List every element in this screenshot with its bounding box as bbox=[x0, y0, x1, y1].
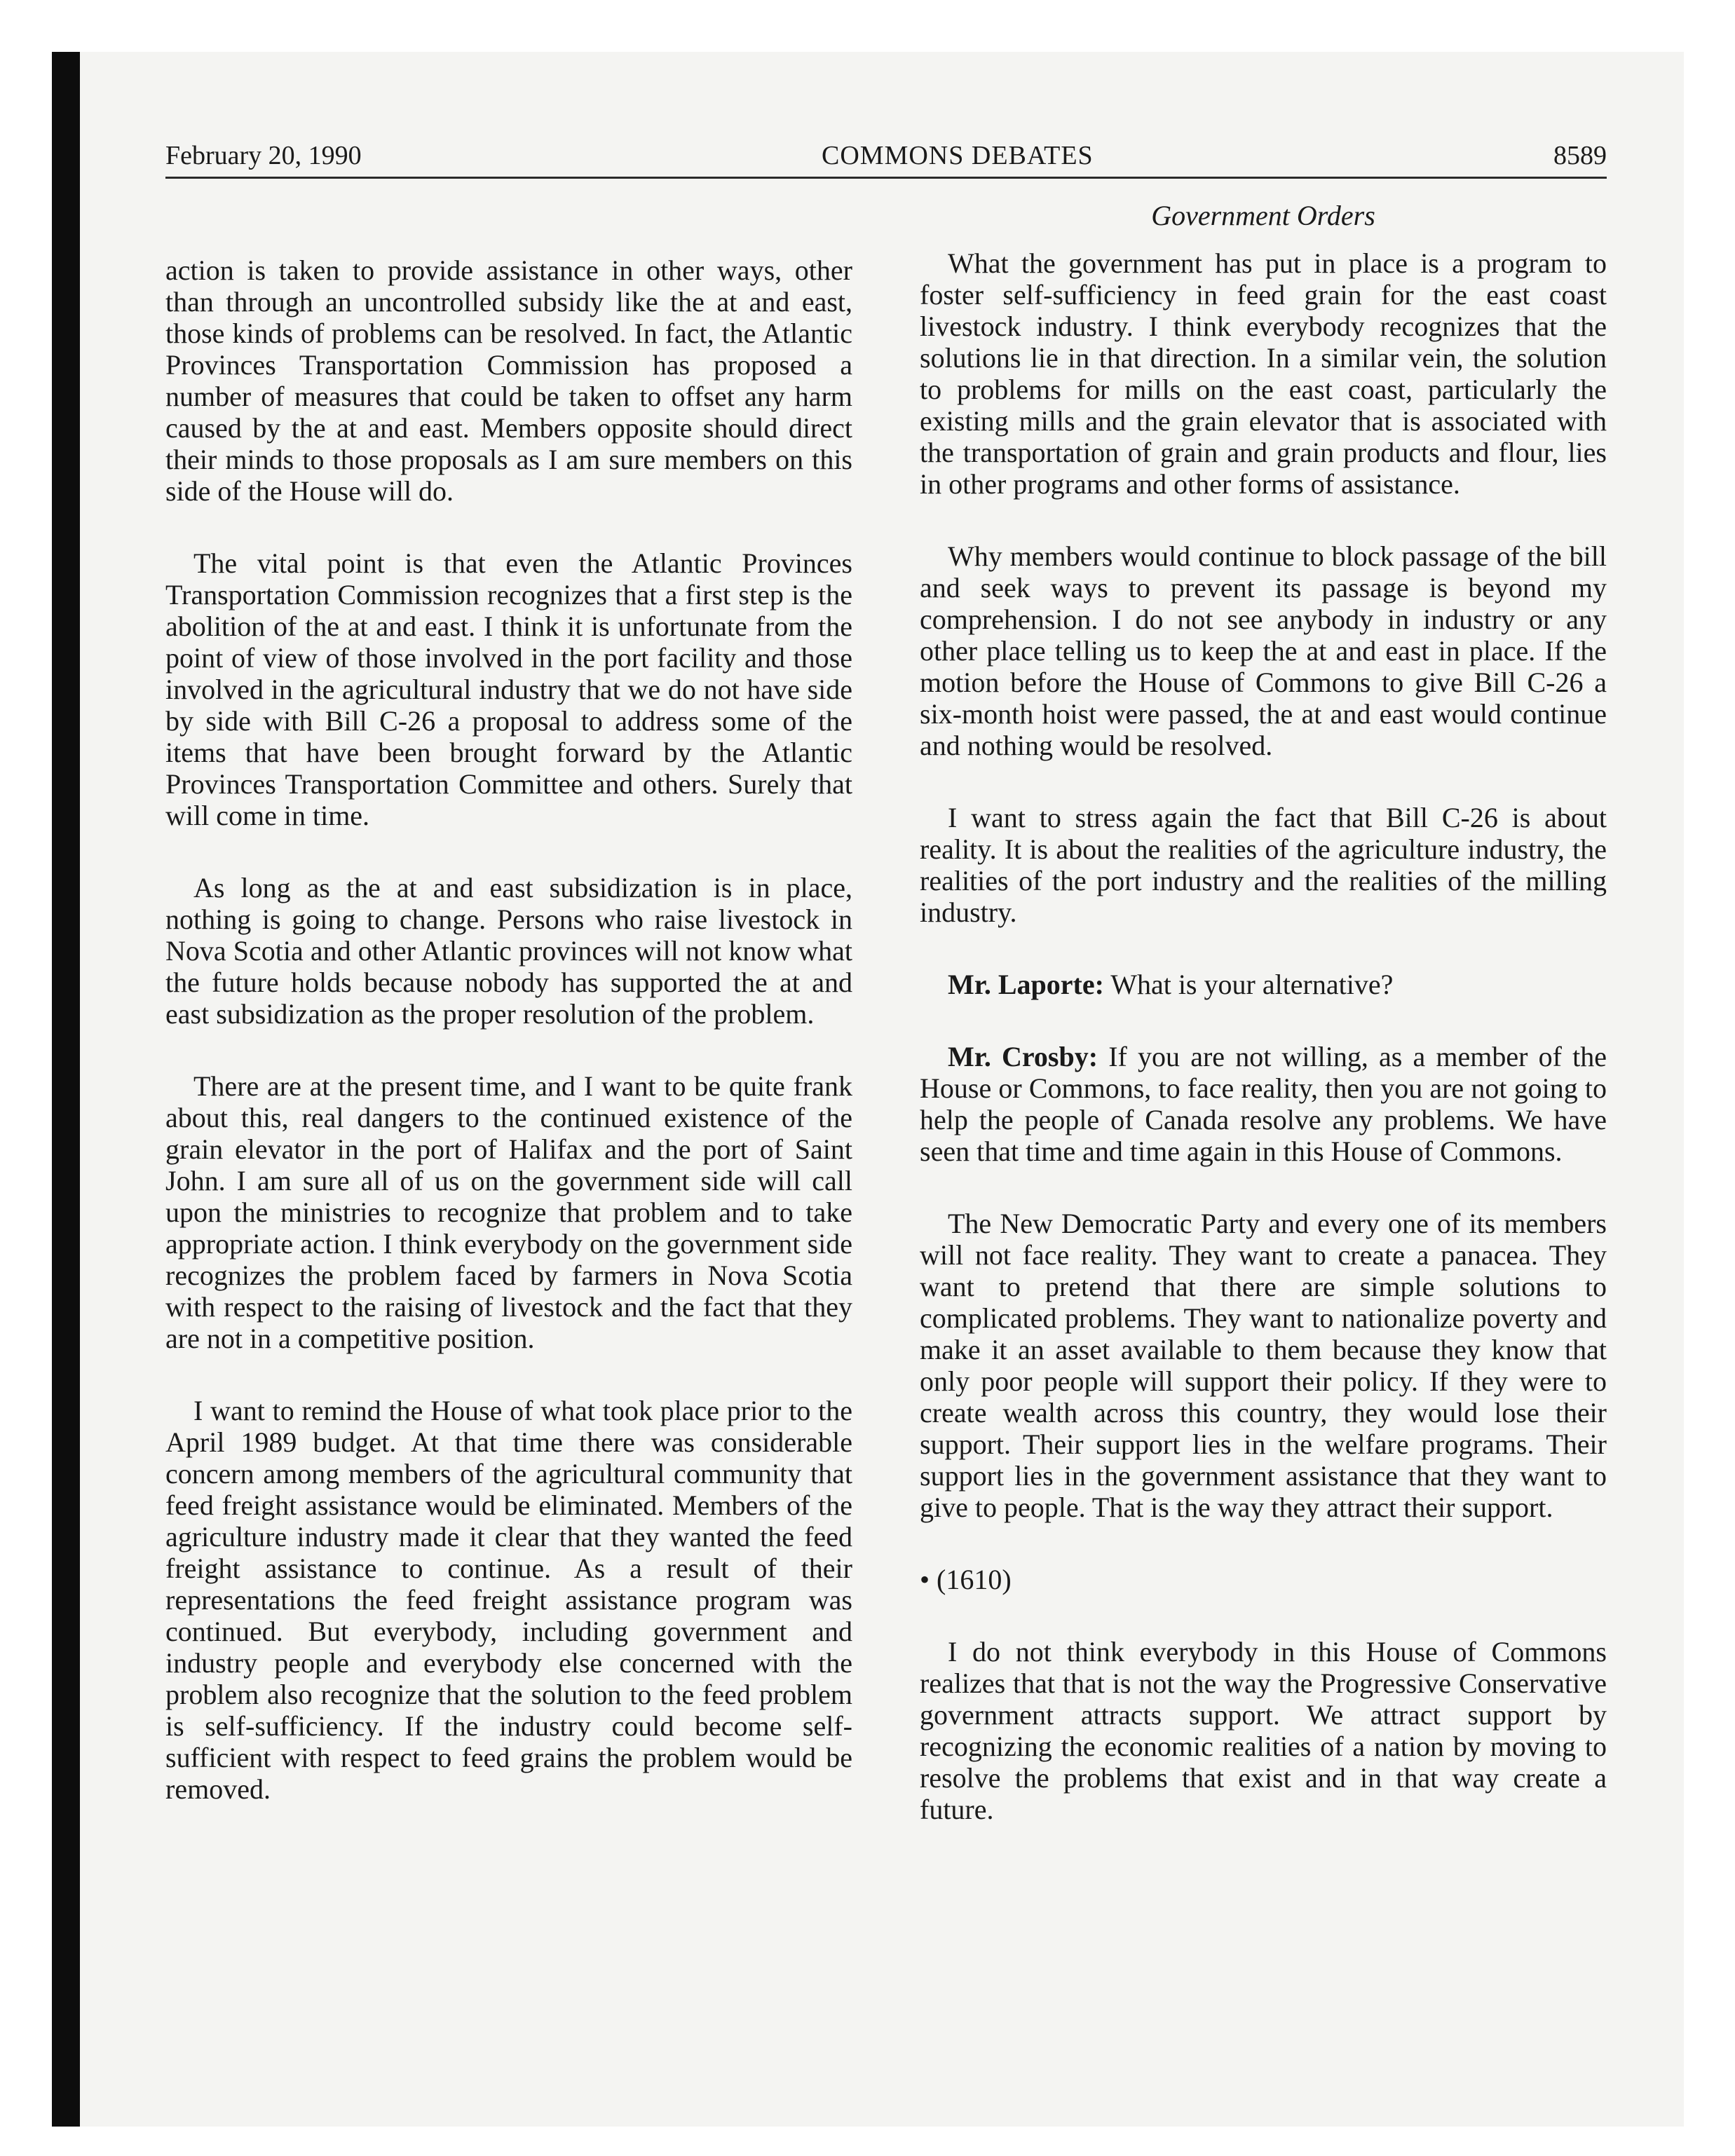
speech-laporte bbox=[920, 969, 1607, 1000]
header-page-number: 8589 bbox=[1553, 141, 1607, 170]
text-columns bbox=[165, 200, 1607, 1825]
left-column bbox=[165, 200, 852, 1825]
section-label: Government Orders bbox=[1151, 200, 1375, 231]
paragraph: Why members would continue to block passage of the bill and seek ways to prevent its passage is beyond my comprehension. I do not see anybody in industry or any other place telling us to keep the at and east in place. If the motion before the House of Commons to give Bill C-26 a six-month hoist were passed, the at and east would continue and nothing would be resolved. bbox=[920, 540, 1607, 761]
paragraph: What the government has put in place is a program to foster self-sufficiency in feed grain for the east coast livestock industry. I think everybody recognizes that the solutions lie in that direction. In a similar vein, the solution to problems for mills on the east coast, particularly the existing mills and the grain elevator that is associated with the transportation of grain and grain products and flour, lies in other programs and other forms of assistance. bbox=[920, 247, 1607, 500]
paragraph: The New Democratic Party and every one of its members will not face reality. They want to create a panacea. They want to pretend that there are simple solutions to complicated problems. They want to nationalize poverty and make it an asset available to them because they know that only poor people will support their policy. If they were to create wealth across this country, they would lose their support. Their support lies in the welfare programs. Their support lies in the government assistance that they want to give to people. That is the way they attract their support. bbox=[920, 1208, 1607, 1523]
speaker-name: Mr. Crosby: bbox=[948, 1041, 1098, 1072]
running-head bbox=[165, 140, 1607, 179]
header-date: February 20, 1990 bbox=[165, 141, 362, 170]
right-column bbox=[920, 200, 1607, 1825]
document-page bbox=[165, 140, 1607, 1825]
header-publication: COMMONS DEBATES bbox=[822, 141, 1094, 170]
binding-edge bbox=[52, 52, 80, 2127]
paragraph: The vital point is that even the Atlantic Provinces Transportation Commission recognizes that a first step is the abolition of the at and east. I think it is unfortunate from the point of view of those involved in the port facility and those involved in the agricultural industry that we do not have side by side with Bill C-26 a proposal to address some of the items that have been brought forward by the Atlantic Provinces Transportation Committee and others. Surely that will come in time. bbox=[165, 547, 852, 831]
time-marker: • (1610) bbox=[920, 1564, 1012, 1595]
paragraph: action is taken to provide assistance in other ways, other than through an uncontrolled subsidy like the at and east, those kinds of problems can be resolved. In fact, the Atlantic Provinces Transportation Commission has proposed a number of measures that could be taken to offset any harm caused by the at and east. Members opposite should direct their minds to those proposals as I am sure members on this side of the House will do. bbox=[165, 254, 852, 507]
paragraph: I want to stress again the fact that Bill C-26 is about reality. It is about the realities of the agriculture industry, the realities of the port industry and the realities of the milling industry. bbox=[920, 802, 1607, 928]
paragraph: I do not think everybody in this House of Commons realizes that that is not the way the Progressive Conservative government attracts support. We attract support by recognizing the economic realities of a nation by moving to resolve the problems that exist and in that way create a future. bbox=[920, 1636, 1607, 1825]
speech-crosby bbox=[920, 1041, 1607, 1167]
paragraph: There are at the present time, and I want to be quite frank about this, real dangers to the continued existence of the grain elevator in the port of Halifax and the port of Saint John. I am sure all of us on the government side will call upon the ministries to recognize that problem and to take appropriate action. I think everybody on the government side recognizes the problem faced by farmers in Nova Scotia with respect to the raising of livestock and the fact that they are not in a competitive position. bbox=[165, 1070, 852, 1354]
speech-text: What is your alternative? bbox=[1103, 969, 1394, 1000]
paragraph: As long as the at and east subsidization is in place, nothing is going to change. Persons who raise livestock in Nova Scotia and other Atlantic provinces will not know what the future holds because nobody has supported the at and east subsidization as the proper resolution of the problem. bbox=[165, 872, 852, 1030]
speaker-name: Mr. Laporte: bbox=[948, 969, 1104, 1000]
speech-text: If you are not willing, as a member of the House or Commons, to face reality, then you are not going to help the people of Canada resolve any problems. We have seen that time and time again in this House of Commons. bbox=[920, 1041, 1607, 1167]
paragraph: I want to remind the House of what took place prior to the April 1989 budget. At that time there was considerable concern among members of the agricultural community that feed freight assistance would be eliminated. Members of the agriculture industry made it clear that they wanted the feed freight assistance to continue. As a result of their representations the feed freight assistance program was continued. But everybody, including government and industry people and everybody else concerned with the problem also recognize that the solution to the feed problem is self-sufficiency. If the industry could become self-sufficient with respect to feed grains the problem would be removed. bbox=[165, 1395, 852, 1805]
